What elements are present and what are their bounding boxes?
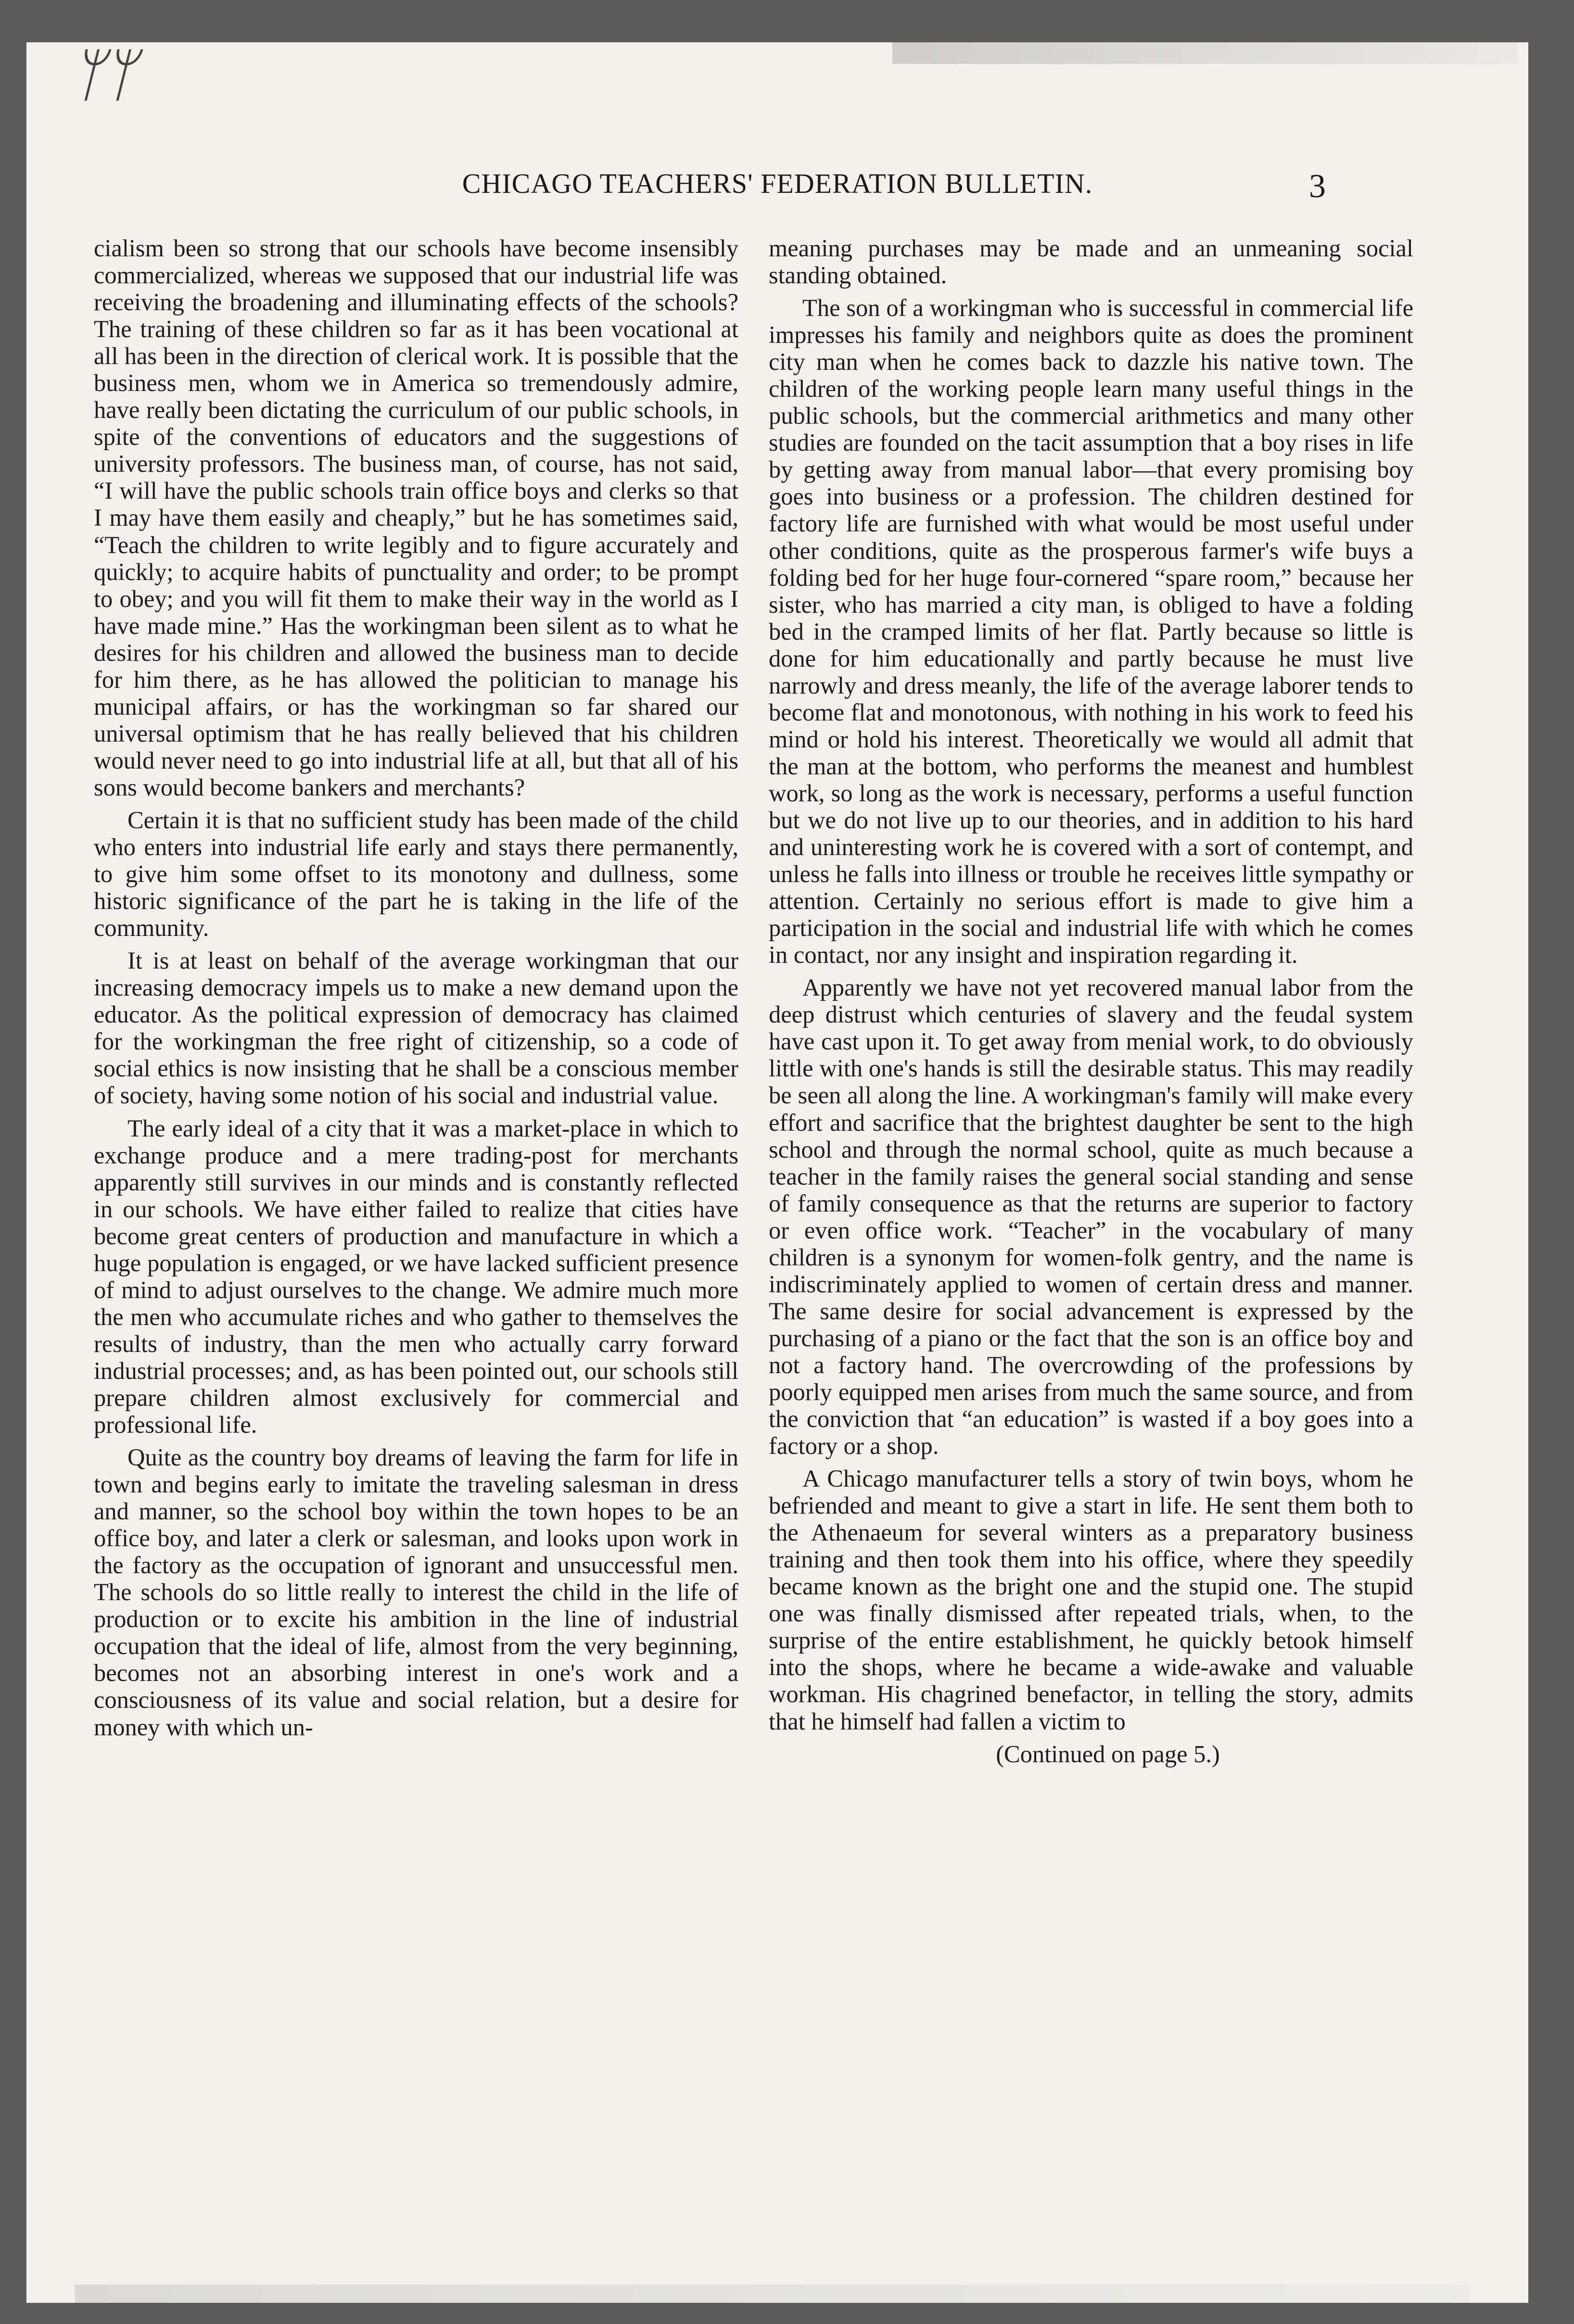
scan-edge-noise [75,2285,1470,2303]
pencil-scribble-mark: ᛘᛘ [70,43,133,107]
paragraph: meaning purchases may be made and an unmeaning social standing obtained. [769,235,1413,289]
document-page [26,42,1528,2303]
page-header [26,124,1528,205]
paragraph: It is at least on behalf of the average workingman that our increasing democracy impels us to make a new demand upon the educator. As the political expression of democracy has claimed for the workingman the free right of citizenship, so a code of social ethics is now insisting that he shall be a conscious member of society, having some notion of his social and industrial value. [94,947,738,1109]
left-column [94,235,738,1746]
paragraph: A Chicago manufacturer tells a story of twin boys, whom he befriended and meant to give a start in life. He sent them both to the Athenaeum for several winters as a preparatory business training and then took them into his office, where they speedily became known as the bright one and the stupid one. The stupid one was finally dismissed after repeated trials, when, to the surprise of the entire establishment, he quickly betook himself into the shops, where he became a wide-awake and valuable workman. His chagrined benefactor, in telling the story, admits that he himself had fallen a victim to [769,1465,1413,1735]
paragraph: Certain it is that no sufficient study has been made of the child who enters into industrial life early and stays there permanently, to give him some offset to its monotony and dullness, some historic significance of the part he is taking in the life of the community. [94,806,738,942]
page-title: CHICAGO TEACHERS' FEDERATION BULLETIN. [462,168,1093,199]
paragraph: Quite as the country boy dreams of leaving the farm for life in town and begins early to imitate the traveling salesman in dress and manner, so the school boy within the town hopes to be an office boy, and later a clerk or salesman, and looks upon work in the factory as the occupation of ignorant and unsuccessful men. The schools do so little really to interest the child in the life of production or to excite his ambition in the line of industrial occupation that the ideal of life, almost from the very beginning, becomes not an absorbing interest in one's work and a consciousness of its value and social relation, but a desire for money with which un- [94,1444,738,1741]
paragraph: The son of a workingman who is successful in commercial life impresses his family and neighbors quite as does the prominent city man when he comes back to dazzle his native town. The children of the working people learn many useful things in the public schools, but the commercial arithmetics and many other studies are founded on the tacit assumption that a boy rises in life by getting away from manual labor—that every promising boy goes into business or a profession. The children destined for factory life are furnished with what would be most useful under other conditions, quite as the prosperous farmer's wife buys a folding bed for her huge four-cornered “spare room,” because her sister, who has married a city man, is obliged to have a folding bed in the cramped limits of her flat. Partly because so little is done for him educationally and partly because he must live narrowly and dress meanly, the life of the average laborer tends to become flat and monotonous, with nothing in his work to feed his mind or hold his interest. Theoretically we would all admit that the man at the bottom, who performs the meanest and humblest work, so long as the work is necessary, performs a useful function but we do not live up to our theories, and in addition to his hard and uninteresting work he is covered with a sort of contempt, and unless he falls into illness or trouble he receives little sympathy or attention. Certainly no serious effort is made to give him a participation in the social and industrial life with which he comes in contact, nor any insight and inspiration regarding it. [769,294,1413,969]
paragraph: cialism been so strong that our schools have become insensibly commercialized, whereas we supposed that our industrial life was receiving the broadening and illuminating effects of the schools? The training of these children so far as it has been vocational at all has been in the direction of clerical work. It is possible that the business men, whom we in America so tremendously admire, have really been dictating the curriculum of our public schools, in spite of the conventions of educators and the suggestions of university professors. The business man, of course, has not said, “I will have the public schools train office boys and clerks so that I may have them easily and cheaply,” but he has sometimes said, “Teach the children to write legibly and to figure accurately and quickly; to acquire habits of punctuality and order; to be prompt to obey; and you will fit them to make their way in the world as I have made mine.” Has the workingman been silent as to what he desires for his children and allowed the business man to decide for him there, as he has allowed the politician to manage his municipal affairs, or has the workingman so far shared our universal optimism that he has really believed that his children would never need to go into industrial life at all, but that all of his sons would become bankers and merchants? [94,235,738,801]
paragraph: The early ideal of a city that it was a market-place in which to exchange produce and a mere trading-post for merchants apparently still survives in our minds and is constantly reflected in our schools. We have either failed to realize that cities have become great centers of production and manufacture in which a huge population is engaged, or we have lacked sufficient presence of mind to adjust ourselves to the change. We admire much more the men who accumulate riches and who gather to themselves the results of industry, than the men who actually carry forward industrial processes; and, as has been pointed out, our schools still prepare children almost exclusively for commercial and professional life. [94,1114,738,1439]
scan-edge-noise [892,42,1518,64]
continued-note: (Continued on page 5.) [996,1740,1220,1768]
page-number: 3 [1309,168,1326,205]
right-column [769,235,1413,1773]
paragraph: Apparently we have not yet recovered manual labor from the deep distrust which centuries of slavery and the feudal system have cast upon it. To get away from menial work, to do obviously little with one's hands is still the desirable status. This may readily be seen all along the line. A workingman's family will make every effort and sacrifice that the brightest daughter be sent to the high school and through the normal school, quite as much because a teacher in the family raises the general social standing and sense of family consequence as that the returns are superior to factory or even office work. “Teacher” in the vocabulary of many children is a synonym for women-folk gentry, and the name is indiscriminately applied to women of certain dress and manner. The same desire for social advancement is expressed by the purchasing of a piano or the fact that the son is an office boy and not a factory hand. The overcrowding of the professions by poorly equipped men arises from much the same source, and from the conviction that “an education” is wasted if a boy goes into a factory or a shop. [769,974,1413,1460]
